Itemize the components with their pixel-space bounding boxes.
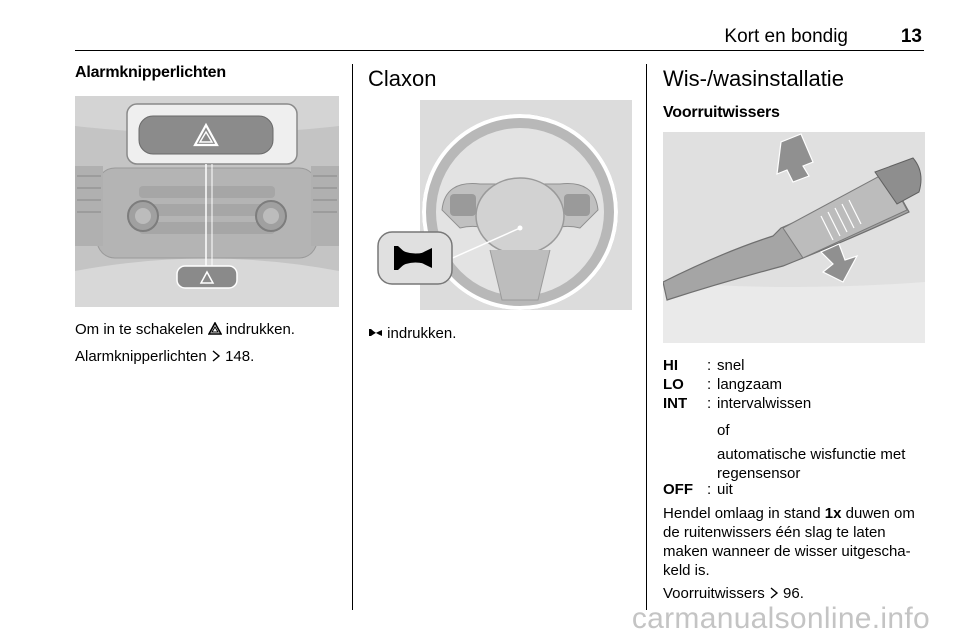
horn-instruction-text: indrukken.: [387, 325, 457, 342]
definition-term: INT: [663, 395, 688, 412]
hazard-console-illustration: [75, 96, 339, 307]
wiper-lever-illustration: [663, 132, 925, 343]
crossref-arrow-icon: [769, 587, 779, 599]
definition-colon: :: [707, 357, 712, 374]
wiper-positions-list: [663, 356, 933, 499]
definition-text: uit: [717, 481, 733, 498]
definition-colon: :: [707, 395, 712, 412]
definition-term: LO: [663, 376, 684, 393]
definition-term: HI: [663, 357, 678, 374]
definition-lo: [663, 375, 933, 394]
hazard-crossref-text: Alarmknipperlichten: [75, 348, 207, 365]
watermark: carmanualsonline.info: [631, 602, 930, 635]
horn-icon: [368, 327, 383, 338]
single-wipe-line1-pre: Hendel omlaag in stand: [663, 505, 821, 522]
column-divider-1: [352, 64, 353, 610]
single-wipe-line3: maken wanneer de wisser uitgescha-: [663, 543, 911, 560]
definition-extra-rain-sensor-cont: regensensor: [717, 465, 801, 482]
definition-text: intervalwissen: [717, 395, 812, 412]
section-heading-hazard: Alarmknipperlichten: [75, 64, 226, 81]
definition-extra-or: of: [717, 422, 730, 439]
hazard-instructions: [75, 320, 345, 366]
single-wipe-position: 1x: [824, 505, 842, 522]
section-heading-horn: Claxon: [368, 66, 437, 91]
hazard-instruction-text: Om in te schakelen: [75, 321, 204, 338]
column-divider-2: [646, 64, 647, 610]
definition-text: snel: [717, 357, 745, 374]
hazard-crossref-page[interactable]: 148.: [225, 348, 255, 365]
section-heading-wipers: Wis-/wasinstallatie: [663, 66, 844, 91]
crossref-arrow-icon: [211, 350, 221, 362]
single-wipe-line2: de ruitenwissers één slag te laten: [663, 524, 886, 541]
definition-off: [663, 480, 933, 499]
definition-text: langzaam: [717, 376, 783, 393]
wiper-crossref-page[interactable]: 96.: [783, 585, 804, 602]
steering-wheel-illustration: [370, 100, 632, 310]
running-header-title: Kort en bondig: [724, 26, 848, 47]
definition-int: [663, 394, 933, 480]
wiper-crossref: [663, 584, 804, 603]
definition-extra-rain-sensor: automatische wisfunctie met: [717, 446, 906, 463]
definition-colon: :: [707, 376, 712, 393]
definition-term: OFF: [663, 481, 693, 498]
wiper-single-wipe-instruction: [663, 504, 938, 580]
section-hazard: [75, 64, 226, 82]
page-number: 13: [900, 26, 922, 47]
single-wipe-line1-post: duwen om: [845, 505, 915, 522]
definition-hi: [663, 356, 933, 375]
subsection-heading-windscreen-wipers: Voorruitwissers: [663, 104, 780, 121]
header-rule: [75, 50, 924, 51]
horn-instruction: [368, 324, 456, 343]
single-wipe-line4: keld is.: [663, 562, 710, 579]
hazard-warning-icon: [208, 322, 222, 335]
definition-colon: :: [707, 481, 712, 498]
hazard-instruction-suffix: indrukken.: [225, 321, 295, 338]
wiper-crossref-text: Voorruitwissers: [663, 585, 765, 602]
